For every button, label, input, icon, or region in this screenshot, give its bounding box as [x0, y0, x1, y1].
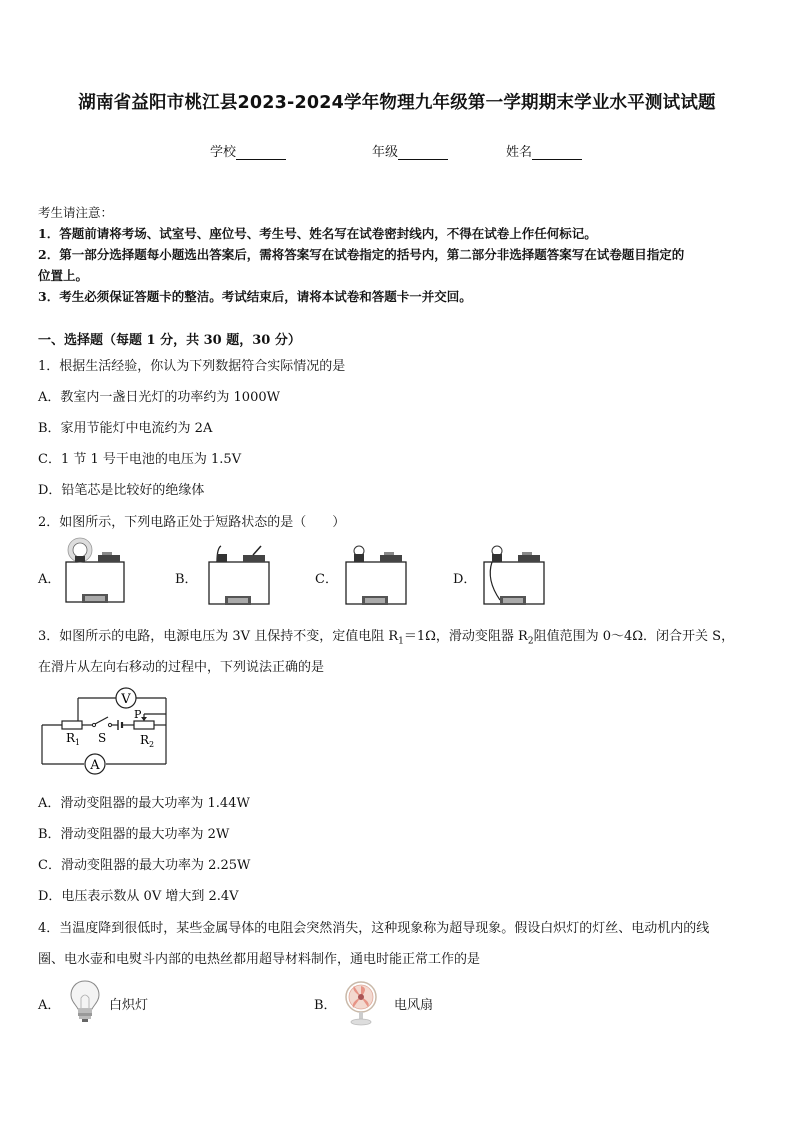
question-1-option-d: D．铅笔芯是比较好的绝缘体	[38, 483, 205, 498]
voltmeter-label: V	[121, 692, 131, 707]
question-4-label-b: B．	[314, 998, 337, 1013]
switch-s	[95, 717, 108, 724]
notice-heading: 考生请注意：	[38, 205, 114, 220]
grade-field[interactable]: 年级	[372, 141, 448, 160]
question-3-stem-line-1: 3．如图所示的电路，电源电压为 3V 且保持不变，定值电阻 $R_1=1\Omega$，滑动变阻器 $R_2$阻值范围为 0～4Ω．闭合开关 S，	[38, 629, 735, 647]
question-4-stem-line-1: 4．当温度降到很低时，某些金属导体的电阻会突然消失，这种现象称为超导现象。假设白炽灯的灯丝、电动机内的线	[38, 921, 710, 936]
name-field[interactable]: 姓名	[506, 141, 582, 160]
resistor-r2	[134, 721, 154, 729]
ammeter-label: A	[90, 758, 100, 773]
notice-item-3: 3．考生必须保证答题卡的整洁。考试结束后，请将本试卷和答题卡一并交回。	[38, 289, 472, 304]
question-2-label-b: B．	[175, 572, 198, 587]
question-2-label-c: C．	[315, 572, 338, 587]
question-2-label-d: D．	[453, 572, 477, 587]
question-4-stem-line-2: 圈、电水壶和电熨斗内部的电热丝都用超导材料制作，通电时能正常工作的是	[38, 952, 481, 967]
p-label: P	[134, 708, 142, 721]
question-4-option-a-text: 白炽灯	[109, 998, 149, 1013]
notice-item-2: 2．第一部分选择题每小题选出答案后，需将答案写在试卷指定的括号内，第二部分非选择题答案写在试卷题目指定的	[38, 247, 685, 262]
question-2-stem: 2．如图所示，下列电路正处于短路状态的是（ ）	[38, 515, 346, 530]
question-1-option-b: B．家用节能灯中电流约为 2A	[38, 421, 213, 436]
circuit-figure-d	[478, 540, 550, 608]
question-1-option-a: A．教室内一盏日光灯的功率约为 1000W	[38, 390, 280, 405]
question-3-stem-line-2: 在滑片从左向右移动的过程中，下列说法正确的是	[38, 660, 325, 675]
notice-item-2-cont: 位置上。	[38, 268, 89, 283]
question-3-option-c: C．滑动变阻器的最大功率为 2.25W	[38, 858, 251, 873]
r1-label: $R_1$	[66, 731, 81, 747]
question-3-option-b: B．滑动变阻器的最大功率为 2W	[38, 827, 230, 842]
page-title: 湖南省益阳市桃江县2023-2024学年物理九年级第一学期期末学业水平测试试题	[78, 93, 716, 113]
question-2-label-a: A．	[38, 572, 61, 587]
question-1-option-c: C．1 节 1 号干电池的电压为 1.5V	[38, 452, 242, 467]
circuit-figure-b	[203, 540, 275, 608]
r2-label: $R_2$	[140, 733, 155, 749]
question-4-label-a: A．	[38, 998, 61, 1013]
school-field[interactable]: 学校	[210, 141, 286, 160]
circuit-figure-c	[340, 540, 412, 608]
question-3-circuit	[38, 684, 170, 779]
s-label: S	[98, 731, 107, 745]
circuit-figure-a	[60, 536, 132, 608]
section-heading: 一、选择题（每题 1 分，共 30 题，30 分）	[38, 333, 301, 348]
electric-fan-icon	[341, 980, 381, 1026]
light-bulb-icon	[68, 978, 102, 1024]
notice-item-1: 1．答题前请将考场、试室号、座位号、考生号、姓名写在试卷密封线内，不得在试卷上作任何标记。	[38, 226, 597, 241]
resistor-r1	[62, 721, 82, 729]
question-1-stem: 1．根据生活经验，你认为下列数据符合实际情况的是	[38, 359, 346, 374]
question-3-option-d: D．电压表示数从 0V 增大到 2.4V	[38, 889, 239, 904]
question-3-option-a: A．滑动变阻器的最大功率为 1.44W	[38, 796, 250, 811]
question-4-option-b-text: 电风扇	[394, 998, 434, 1013]
